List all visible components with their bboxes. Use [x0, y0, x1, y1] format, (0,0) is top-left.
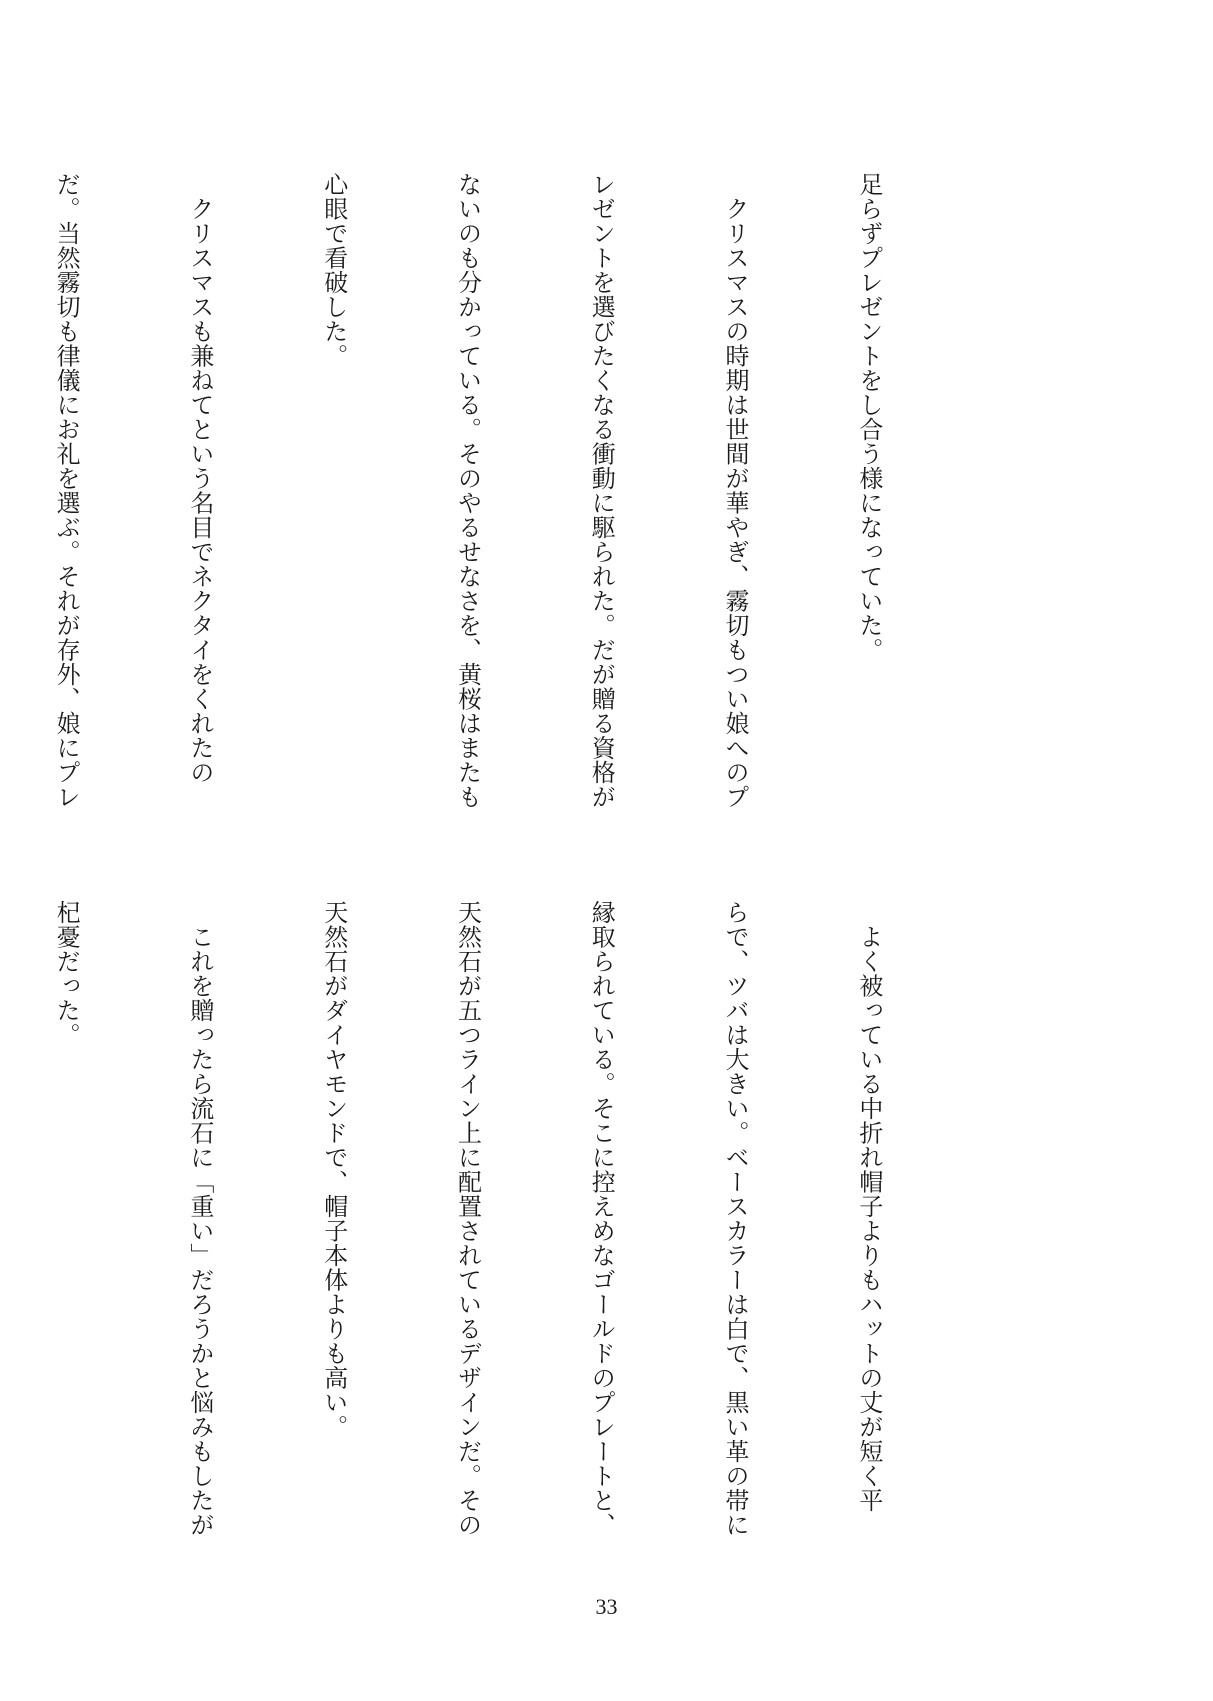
text-line: らで、ツバは大きい。ベースカラーは白で、黒い革の帯に — [721, 900, 750, 1537]
text-line: クリスマスも兼ねてという名目でネクタイをくれたの — [185, 172, 214, 785]
text-line: よく被っている中折れ帽子よりもハットの丈が短く平 — [854, 900, 883, 1513]
page-number: 33 — [595, 1594, 618, 1619]
text-line: ないのも分かっている。そのやるせなさを、黄桜はまたも — [453, 172, 482, 809]
text-line: 心眼で看破した。 — [319, 172, 348, 368]
text-line: これを贈ったら流石に「重い」だろうかと悩みもしたが — [185, 900, 214, 1537]
text-line: 天然石が五つライン上に配置されているデザインだ。その — [453, 900, 482, 1537]
text-line: だ。当然霧切も律儀にお礼を選ぶ。それが存外、娘にプレ — [52, 172, 81, 809]
lower-text-block — [52, 900, 980, 1537]
text-line: クリスマスの時期は世間が華やぎ、霧切もつい娘へのプ — [721, 172, 750, 809]
text-line: レゼントを選びたくなる衝動に駆られた。だが贈る資格が — [587, 172, 616, 809]
text-line: 足らずプレゼントをし合う様になっていた。 — [854, 172, 883, 662]
text-line: 杞憂だった。 — [52, 900, 81, 1047]
upper-text-block — [52, 172, 980, 809]
text-line: 天然石がダイヤモンドで、帽子本体よりも高い。 — [319, 900, 348, 1439]
text-line: 縁取られている。そこに控えめなゴールドのプレートと、 — [587, 900, 616, 1537]
